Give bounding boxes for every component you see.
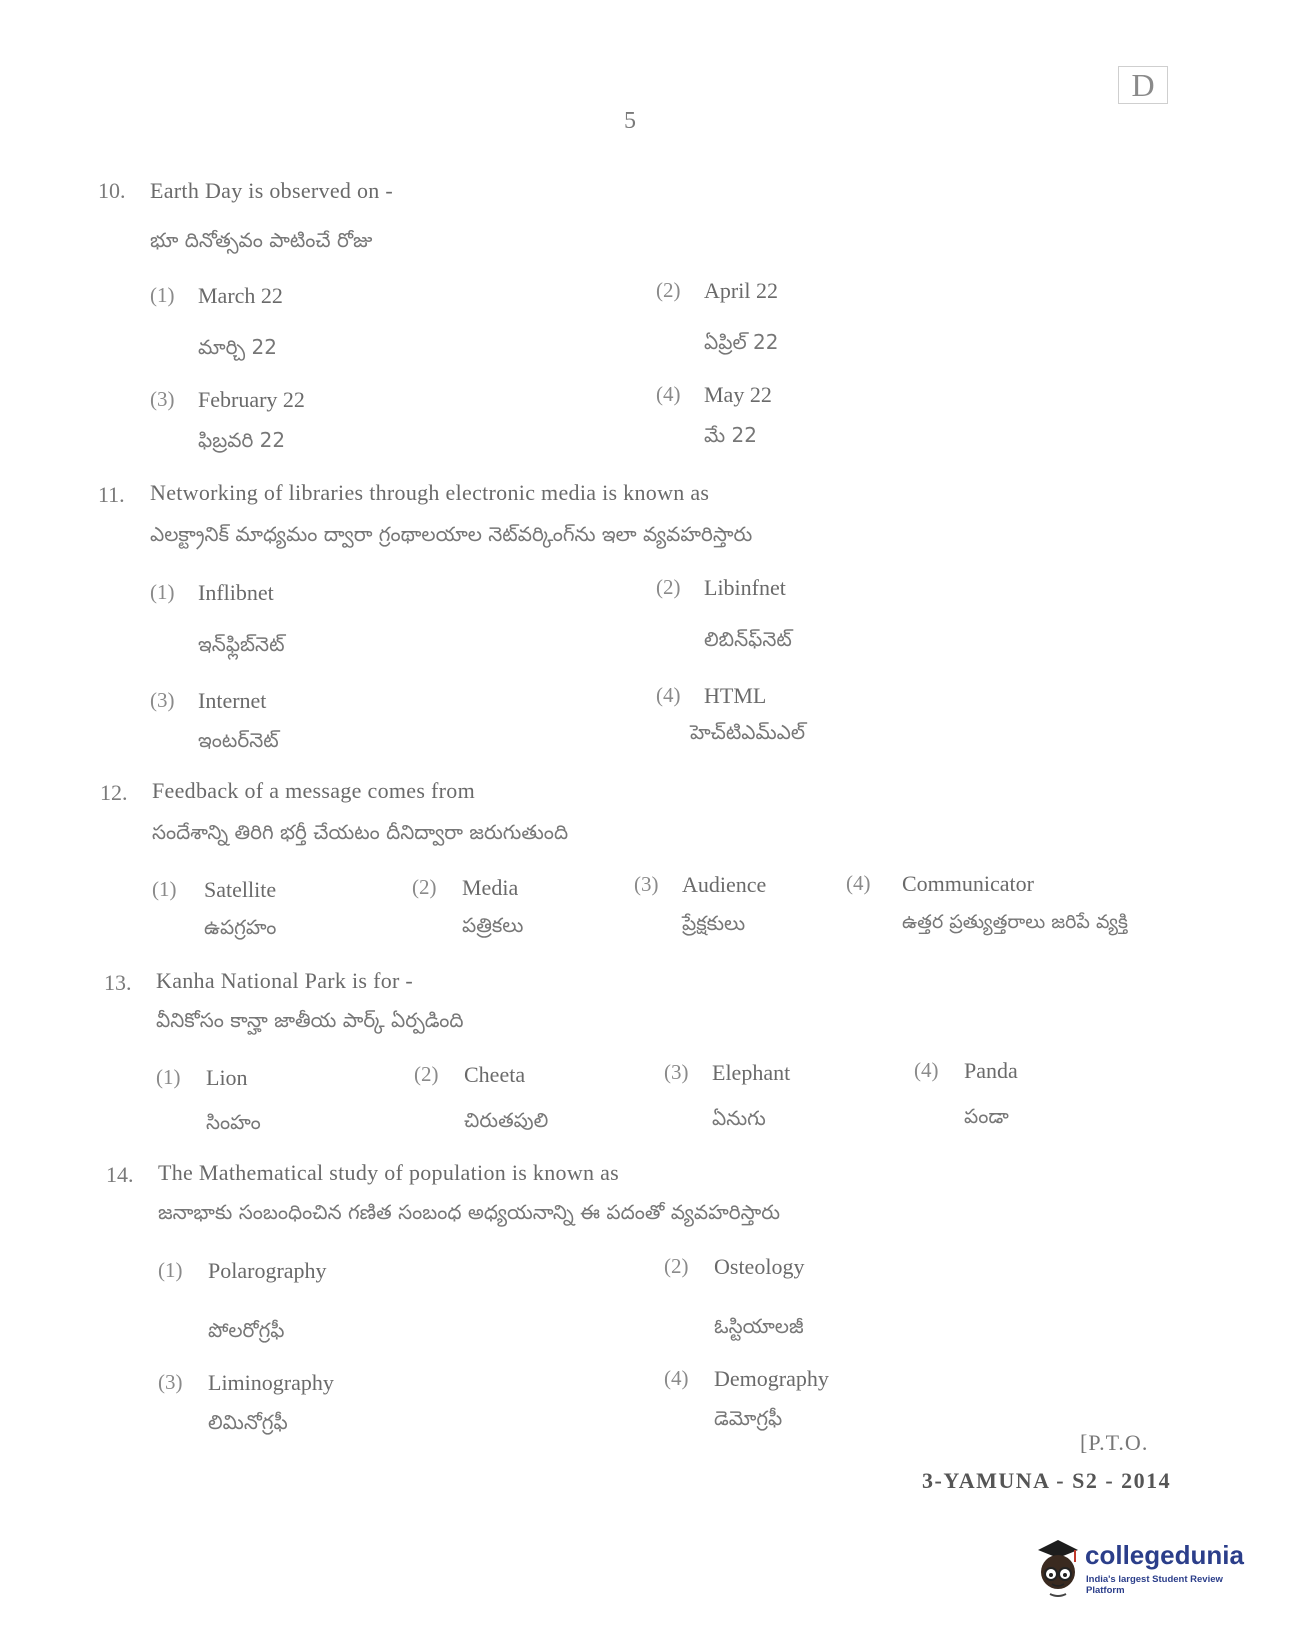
option-text-english: Demography — [714, 1366, 829, 1391]
option-text-english: May 22 — [704, 382, 772, 407]
option-number: (4) — [914, 1058, 939, 1082]
student-mascot-icon — [1028, 1534, 1084, 1606]
option-text-english: Audience — [682, 872, 767, 897]
question-text-telugu: జనాభాకు సంబంధించిన గణిత సంబంధ అధ్యయనాన్ని ఈ పదంతో వ్యవహరిస్తారు — [158, 1200, 781, 1224]
option-number: (3) — [150, 688, 175, 712]
option-text-english: April 22 — [704, 278, 778, 303]
option-text-telugu: ఉత్తర ప్రత్యుత్తరాలు జరిపే వ్యక్తి — [902, 911, 1128, 933]
option-text-telugu: పోలరోగ్రఫీ — [208, 1318, 285, 1342]
question-text-english: The Mathematical study of population is known as — [158, 1160, 620, 1185]
option-number: (1) — [150, 283, 175, 307]
option-number: (1) — [156, 1065, 181, 1089]
option-number: (2) — [656, 575, 681, 599]
option-text-english: HTML — [704, 683, 767, 708]
option-number: (2) — [412, 875, 437, 899]
option-text-telugu: ఓస్టియాలజీ — [714, 1314, 804, 1338]
option-text-telugu: లిబిన్‌ఫ్‌నెట్ — [704, 627, 792, 651]
set-code: D — [1131, 66, 1155, 103]
option-text-english: Inflibnet — [198, 580, 274, 605]
option-text-english: Polarography — [208, 1258, 327, 1283]
question-number: 12. — [100, 780, 128, 805]
option-number: (3) — [150, 387, 175, 411]
option-number: (1) — [150, 580, 175, 604]
option-text-english: Osteology — [714, 1254, 805, 1279]
option-text-english: Libinfnet — [704, 575, 786, 600]
option-text-english: Communicator — [902, 871, 1034, 896]
option-number: (1) — [152, 877, 177, 901]
option-number: (4) — [656, 683, 681, 707]
brand-name: collegedunia — [1085, 1540, 1244, 1570]
page-number: 5 — [624, 108, 636, 134]
question-text-english: Kanha National Park is for - — [156, 968, 414, 993]
question-number: 10. — [98, 178, 126, 203]
option-text-english: Media — [462, 875, 519, 900]
option-text-telugu: సింహం — [206, 1110, 261, 1134]
option-number: (1) — [158, 1258, 183, 1282]
option-text-telugu: పత్రికలు — [462, 913, 524, 937]
option-text-english: Panda — [964, 1058, 1018, 1083]
option-text-english: February 22 — [198, 387, 305, 412]
option-text-telugu: ఇన్‌ఫ్లిబ్‌నెట్ — [198, 632, 285, 656]
option-text-english: Elephant — [712, 1060, 791, 1085]
collegedunia-watermark — [1028, 1534, 1260, 1606]
question-text-telugu: ఎలక్ట్రానిక్ మాధ్యమం ద్వారా గ్రంథాలయాల నెట్‌వర్కింగ్‌ను ఇలా వ్యవహరిస్తారు — [150, 522, 753, 546]
please-turn-over: [P.T.O. — [1080, 1430, 1149, 1455]
option-text-telugu: ఏప్రిల్ 22 — [704, 330, 779, 354]
option-text-telugu: ప్రేక్షకులు — [682, 911, 746, 935]
option-number: (4) — [656, 382, 681, 406]
question-number: 13. — [104, 970, 132, 995]
option-number: (3) — [634, 872, 659, 896]
option-text-telugu: మే 22 — [704, 423, 757, 447]
option-number: (4) — [846, 871, 871, 895]
option-text-telugu: లిమినోగ్రఫీ — [208, 1410, 288, 1434]
option-text-english: Liminography — [208, 1370, 334, 1395]
option-text-telugu: ఏనుగు — [712, 1106, 766, 1130]
option-text-telugu: ఫిబ్రవరి 22 — [198, 428, 286, 452]
option-number: (3) — [158, 1370, 183, 1394]
option-text-telugu: పండా — [964, 1104, 1009, 1128]
option-text-english: Cheeta — [464, 1062, 526, 1087]
brand-tagline: India's largest Student Review Platform — [1086, 1574, 1223, 1596]
question-number: 11. — [98, 482, 125, 507]
option-number: (2) — [656, 278, 681, 302]
option-number: (2) — [664, 1254, 689, 1278]
question-text-telugu: భూ దినోత్సవం పాటించే రోజు — [150, 228, 373, 252]
option-text-telugu: ఇంటర్‌నెట్ — [198, 728, 279, 752]
option-text-telugu: డెమోగ్రఫీ — [714, 1406, 783, 1430]
option-number: (2) — [414, 1062, 439, 1086]
question-text-telugu: సందేశాన్ని తిరిగి భర్తీ చేయటం దీనిద్వారా జరుగుతుంది — [152, 820, 569, 844]
option-text-english: March 22 — [198, 283, 283, 308]
question-text-english: Networking of libraries through electronic media is known as — [150, 480, 710, 505]
option-number: (3) — [664, 1060, 689, 1084]
question-text-english: Earth Day is observed on - — [150, 178, 394, 203]
set-code-box — [1118, 66, 1168, 104]
paper-code: 3-YAMUNA - S2 - 2014 — [922, 1468, 1172, 1493]
option-text-english: Lion — [206, 1065, 248, 1090]
option-text-telugu: ఉపగ్రహం — [204, 915, 277, 939]
question-text-english: Feedback of a message comes from — [152, 778, 475, 803]
question-text-telugu: వీనికోసం కాన్హా జాతీయ పార్క్ ఏర్పడింది — [156, 1008, 464, 1032]
option-text-telugu: చిరుతపులి — [464, 1108, 549, 1132]
option-text-english: Internet — [198, 688, 267, 713]
option-text-english: Satellite — [204, 877, 277, 902]
option-text-telugu: హెచ్‌టిఎమ్‌ఎల్ — [690, 720, 806, 744]
option-number: (4) — [664, 1366, 689, 1390]
option-text-telugu: మార్చి 22 — [198, 335, 277, 359]
question-number: 14. — [106, 1162, 134, 1187]
